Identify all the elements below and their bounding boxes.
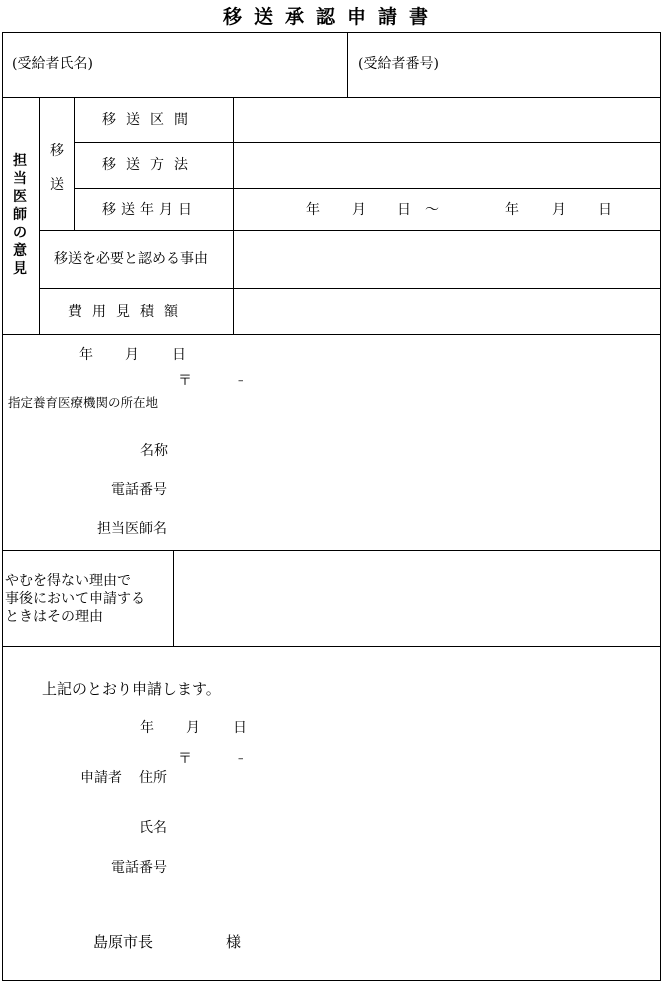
addressee-label: 島原市長 xyxy=(93,933,154,951)
applicant-label: 申請者 xyxy=(80,770,122,786)
institution-year: 年 xyxy=(79,347,93,363)
date-range-year2: 年 xyxy=(505,202,519,218)
recipient-number-label: (受給者番号) xyxy=(358,56,439,72)
doctor-section-divider xyxy=(39,97,40,335)
row-reason-label: 移送を必要と認める事由 xyxy=(54,251,208,267)
row-transfer-method-label: 移送方法 xyxy=(102,157,198,173)
line-unavoidable-bottom xyxy=(2,646,661,647)
applicant-day: 日 xyxy=(233,720,247,736)
date-range-month2: 月 xyxy=(552,202,566,218)
recipient-divider xyxy=(347,32,348,98)
honorific-label: 様 xyxy=(226,933,242,951)
institution-phone-label: 電話番号 xyxy=(111,482,167,498)
applicant-postal-mark: 〒 xyxy=(178,751,192,767)
institution-month: 月 xyxy=(125,347,139,363)
date-range-day2: 日 xyxy=(598,202,612,218)
unavoidable-line3: ときはその理由 xyxy=(5,609,103,625)
line-doctor-bottom xyxy=(2,334,661,335)
institution-day: 日 xyxy=(172,347,186,363)
document-title: 移送承認申請書 xyxy=(222,6,440,28)
institution-postal-mark: 〒 xyxy=(178,373,192,389)
value-column-divider xyxy=(233,97,234,335)
transfer-label: 移送 xyxy=(50,143,64,193)
unavoidable-line2: 事後において申請する xyxy=(5,591,145,607)
recipient-name-label: (受給者氏名) xyxy=(12,56,93,72)
line-institution-bottom xyxy=(2,550,661,551)
row-transfer-section-label: 移送区間 xyxy=(102,112,198,128)
form-frame xyxy=(2,32,661,981)
date-range-month1: 月 xyxy=(352,202,366,218)
applicant-phone-label: 電話番号 xyxy=(111,860,167,876)
applicant-year: 年 xyxy=(140,720,154,736)
unavoidable-line1: やむを得ない理由で xyxy=(5,573,131,589)
date-range-year1: 年 xyxy=(306,202,320,218)
institution-postal-dash: – xyxy=(238,374,244,387)
date-range-tilde: ～ xyxy=(425,202,439,218)
row-cost-label: 費用見積額 xyxy=(68,304,188,320)
institution-address-label: 指定養育医療機関の所在地 xyxy=(8,395,159,410)
unavoidable-divider xyxy=(173,550,174,647)
doctor-opinion-label: 担当医師の意見 xyxy=(13,153,27,277)
institution-name-label: 名称 xyxy=(140,443,168,459)
transfer-divider xyxy=(74,97,75,230)
line-recipient-bottom xyxy=(2,97,661,98)
institution-doctor-label: 担当医師名 xyxy=(97,521,167,537)
applicant-postal-dash: – xyxy=(238,752,244,765)
applicant-statement: 上記のとおり申請します。 xyxy=(42,680,221,698)
line-row3 xyxy=(39,230,661,231)
line-row1 xyxy=(74,142,661,143)
applicant-address-label: 住所 xyxy=(139,770,167,786)
line-row4 xyxy=(39,288,661,289)
applicant-name-label: 氏名 xyxy=(139,820,167,836)
line-row2 xyxy=(74,188,661,189)
row-transfer-date-label: 移送年月日 xyxy=(102,202,197,218)
applicant-month: 月 xyxy=(186,720,200,736)
date-range-day1: 日 xyxy=(397,202,411,218)
